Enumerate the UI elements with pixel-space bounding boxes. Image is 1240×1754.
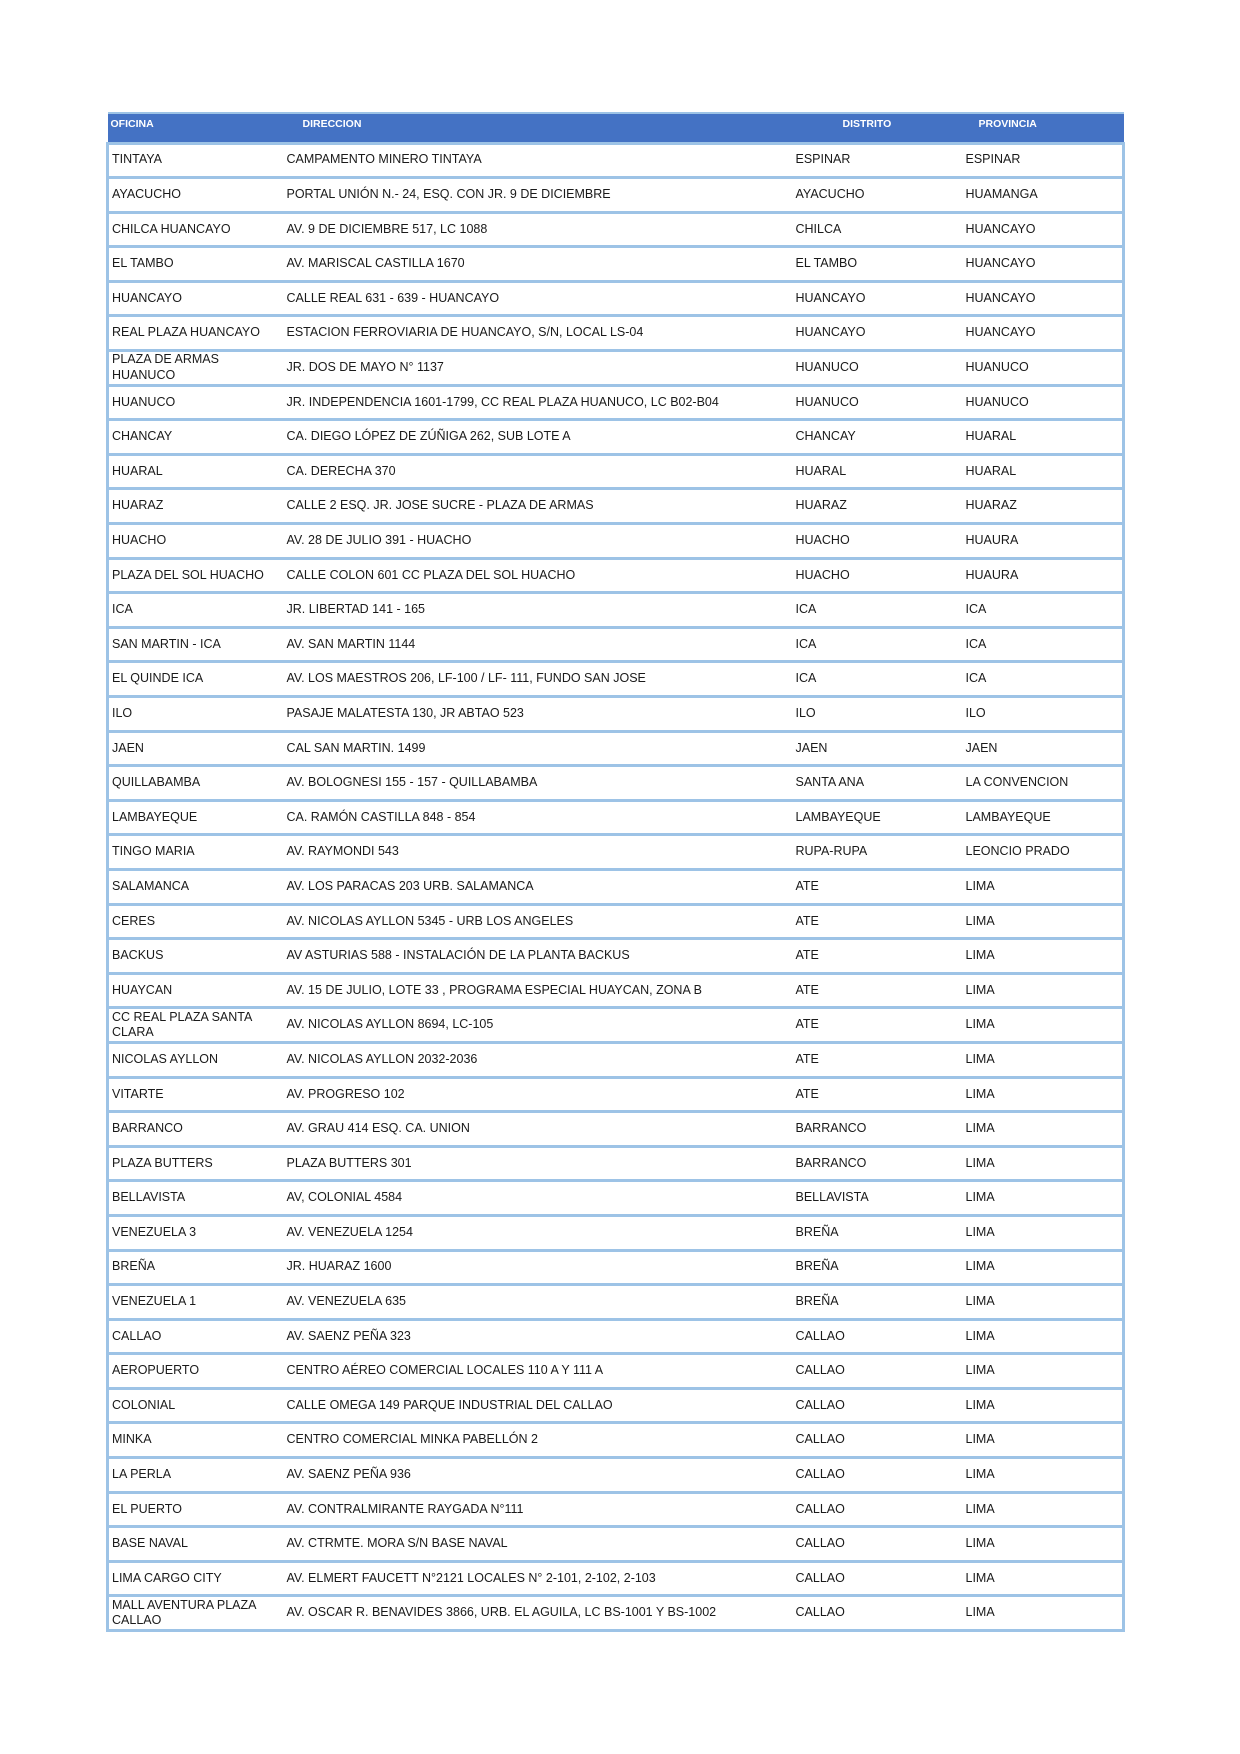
table-row (108, 1215, 1124, 1250)
cell-provincia: HUARAL (963, 454, 1124, 489)
cell-provincia: HUARAL (963, 420, 1124, 455)
cell-direccion: AV. MARISCAL CASTILLA 1670 (284, 247, 793, 282)
cell-oficina: BASE NAVAL (108, 1527, 284, 1562)
cell-direccion: JR. DOS DE MAYO N° 1137 (284, 351, 793, 386)
cell-direccion: AV. GRAU 414 ESQ. CA. UNION (284, 1112, 793, 1147)
table-row (108, 178, 1124, 213)
table-row (108, 1250, 1124, 1285)
cell-oficina: HUANCAYO (108, 281, 284, 316)
cell-oficina: BELLAVISTA (108, 1181, 284, 1216)
cell-direccion: AV. ELMERT FAUCETT N°2121 LOCALES N° 2-101, 2-102, 2-103 (284, 1561, 793, 1596)
cell-provincia: LIMA (963, 1285, 1124, 1320)
cell-provincia: HUAURA (963, 524, 1124, 559)
cell-distrito: BELLAVISTA (793, 1181, 963, 1216)
cell-oficina: AEROPUERTO (108, 1354, 284, 1389)
cell-provincia: LIMA (963, 1527, 1124, 1562)
cell-provincia: HUANUCO (963, 351, 1124, 386)
cell-oficina: CHANCAY (108, 420, 284, 455)
cell-distrito: HUANUCO (793, 385, 963, 420)
cell-provincia: HUANUCO (963, 385, 1124, 420)
table-row (108, 1008, 1124, 1043)
table-row (108, 281, 1124, 316)
cell-distrito: CALLAO (793, 1561, 963, 1596)
table-row (108, 627, 1124, 662)
cell-direccion: CENTRO AÉREO COMERCIAL LOCALES 110 A Y 111 A (284, 1354, 793, 1389)
cell-distrito: CALLAO (793, 1596, 963, 1631)
cell-distrito: CALLAO (793, 1354, 963, 1389)
cell-oficina: VENEZUELA 1 (108, 1285, 284, 1320)
cell-provincia: ICA (963, 593, 1124, 628)
cell-direccion: AV. RAYMONDI 543 (284, 835, 793, 870)
cell-oficina: SALAMANCA (108, 869, 284, 904)
header-direccion: DIRECCION (284, 113, 793, 143)
cell-provincia: ILO (963, 697, 1124, 732)
cell-provincia: LIMA (963, 1215, 1124, 1250)
cell-distrito: ATE (793, 869, 963, 904)
cell-oficina: LIMA CARGO CITY (108, 1561, 284, 1596)
cell-oficina: CHILCA HUANCAYO (108, 212, 284, 247)
table-row (108, 1561, 1124, 1596)
cell-provincia: LIMA (963, 939, 1124, 974)
cell-oficina: PLAZA BUTTERS (108, 1146, 284, 1181)
cell-direccion: CAL SAN MARTIN. 1499 (284, 731, 793, 766)
table-row (108, 1388, 1124, 1423)
cell-direccion: AV. SAN MARTIN 1144 (284, 627, 793, 662)
header-oficina: OFICINA (108, 113, 284, 143)
table-row (108, 973, 1124, 1008)
table-row (108, 1527, 1124, 1562)
cell-distrito: ICA (793, 627, 963, 662)
cell-distrito: HUANCAYO (793, 281, 963, 316)
cell-distrito: RUPA-RUPA (793, 835, 963, 870)
table-row (108, 1042, 1124, 1077)
table-row (108, 316, 1124, 351)
cell-provincia: HUANCAYO (963, 316, 1124, 351)
cell-direccion: CALLE 2 ESQ. JR. JOSE SUCRE - PLAZA DE ARMAS (284, 489, 793, 524)
cell-provincia: LIMA (963, 1077, 1124, 1112)
cell-direccion: CALLE COLON 601 CC PLAZA DEL SOL HUACHO (284, 558, 793, 593)
cell-provincia: LEONCIO PRADO (963, 835, 1124, 870)
cell-distrito: HUACHO (793, 558, 963, 593)
cell-distrito: BREÑA (793, 1215, 963, 1250)
table-row (108, 247, 1124, 282)
office-directory-sheet (106, 112, 1122, 1632)
cell-provincia: LIMA (963, 1319, 1124, 1354)
cell-oficina: AYACUCHO (108, 178, 284, 213)
cell-direccion: AV. 15 DE JULIO, LOTE 33 , PROGRAMA ESPECIAL HUAYCAN, ZONA B (284, 973, 793, 1008)
cell-oficina: PLAZA DEL SOL HUACHO (108, 558, 284, 593)
cell-oficina: LA PERLA (108, 1458, 284, 1493)
cell-direccion: AV. LOS MAESTROS 206, LF-100 / LF- 111, FUNDO SAN JOSE (284, 662, 793, 697)
cell-direccion: PASAJE MALATESTA 130, JR ABTAO 523 (284, 697, 793, 732)
cell-oficina: VITARTE (108, 1077, 284, 1112)
cell-provincia: LA CONVENCION (963, 766, 1124, 801)
table-row (108, 454, 1124, 489)
cell-distrito: ATE (793, 1008, 963, 1043)
cell-oficina: HUACHO (108, 524, 284, 559)
cell-direccion: JR. HUARAZ 1600 (284, 1250, 793, 1285)
cell-oficina: MINKA (108, 1423, 284, 1458)
cell-distrito: CHILCA (793, 212, 963, 247)
cell-provincia: LAMBAYEQUE (963, 800, 1124, 835)
cell-provincia: HUANCAYO (963, 212, 1124, 247)
cell-direccion: AV. SAENZ PEÑA 936 (284, 1458, 793, 1493)
table-row (108, 766, 1124, 801)
cell-provincia: HUAURA (963, 558, 1124, 593)
cell-oficina: MALL AVENTURA PLAZA CALLAO (108, 1596, 284, 1631)
cell-distrito: SANTA ANA (793, 766, 963, 801)
cell-provincia: LIMA (963, 1042, 1124, 1077)
cell-direccion: CAMPAMENTO MINERO TINTAYA (284, 143, 793, 178)
cell-direccion: JR. INDEPENDENCIA 1601-1799, CC REAL PLAZA HUANUCO, LC B02-B04 (284, 385, 793, 420)
cell-distrito: EL TAMBO (793, 247, 963, 282)
cell-oficina: HUARAZ (108, 489, 284, 524)
table-row (108, 420, 1124, 455)
cell-provincia: ICA (963, 627, 1124, 662)
table-row (108, 1181, 1124, 1216)
cell-distrito: CALLAO (793, 1527, 963, 1562)
cell-direccion: AV. VENEZUELA 635 (284, 1285, 793, 1320)
cell-provincia: LIMA (963, 1112, 1124, 1147)
cell-provincia: LIMA (963, 1492, 1124, 1527)
cell-provincia: LIMA (963, 1561, 1124, 1596)
cell-oficina: COLONIAL (108, 1388, 284, 1423)
table-row (108, 1285, 1124, 1320)
cell-distrito: BARRANCO (793, 1146, 963, 1181)
cell-provincia: LIMA (963, 1181, 1124, 1216)
cell-provincia: LIMA (963, 1146, 1124, 1181)
office-table (106, 112, 1125, 1632)
header-provincia: PROVINCIA (963, 113, 1124, 143)
cell-distrito: BREÑA (793, 1285, 963, 1320)
table-row (108, 1077, 1124, 1112)
cell-distrito: CALLAO (793, 1388, 963, 1423)
cell-oficina: HUAYCAN (108, 973, 284, 1008)
cell-distrito: HUARAZ (793, 489, 963, 524)
cell-oficina: CERES (108, 904, 284, 939)
cell-distrito: ATE (793, 1042, 963, 1077)
cell-provincia: LIMA (963, 904, 1124, 939)
cell-distrito: CALLAO (793, 1423, 963, 1458)
cell-provincia: LIMA (963, 1596, 1124, 1631)
cell-provincia: JAEN (963, 731, 1124, 766)
cell-direccion: AV. LOS PARACAS 203 URB. SALAMANCA (284, 869, 793, 904)
cell-direccion: AV, COLONIAL 4584 (284, 1181, 793, 1216)
cell-oficina: VENEZUELA 3 (108, 1215, 284, 1250)
cell-direccion: ESTACION FERROVIARIA DE HUANCAYO, S/N, LOCAL LS-04 (284, 316, 793, 351)
cell-oficina: BARRANCO (108, 1112, 284, 1147)
table-row (108, 1596, 1124, 1631)
cell-provincia: LIMA (963, 973, 1124, 1008)
table-row (108, 800, 1124, 835)
table-row (108, 662, 1124, 697)
cell-provincia: LIMA (963, 1250, 1124, 1285)
cell-direccion: CA. DERECHA 370 (284, 454, 793, 489)
cell-oficina: EL TAMBO (108, 247, 284, 282)
cell-provincia: HUANCAYO (963, 281, 1124, 316)
table-row (108, 385, 1124, 420)
cell-direccion: AV. VENEZUELA 1254 (284, 1215, 793, 1250)
table-row (108, 697, 1124, 732)
cell-provincia: LIMA (963, 1008, 1124, 1043)
table-row (108, 524, 1124, 559)
cell-oficina: CC REAL PLAZA SANTA CLARA (108, 1008, 284, 1043)
cell-direccion: CA. DIEGO LÓPEZ DE ZÚÑIGA 262, SUB LOTE A (284, 420, 793, 455)
cell-oficina: ILO (108, 697, 284, 732)
cell-distrito: CHANCAY (793, 420, 963, 455)
cell-distrito: CALLAO (793, 1492, 963, 1527)
cell-direccion: AV ASTURIAS 588 - INSTALACIÓN DE LA PLANTA BACKUS (284, 939, 793, 974)
cell-direccion: AV. PROGRESO 102 (284, 1077, 793, 1112)
cell-direccion: AV. NICOLAS AYLLON 5345 - URB LOS ANGELES (284, 904, 793, 939)
cell-direccion: CALLE REAL 631 - 639 - HUANCAYO (284, 281, 793, 316)
cell-oficina: NICOLAS AYLLON (108, 1042, 284, 1077)
cell-distrito: ESPINAR (793, 143, 963, 178)
cell-oficina: CALLAO (108, 1319, 284, 1354)
cell-distrito: ICA (793, 662, 963, 697)
cell-distrito: HUACHO (793, 524, 963, 559)
cell-oficina: LAMBAYEQUE (108, 800, 284, 835)
cell-distrito: HUANCAYO (793, 316, 963, 351)
cell-direccion: PLAZA BUTTERS 301 (284, 1146, 793, 1181)
cell-distrito: CALLAO (793, 1458, 963, 1493)
cell-provincia: HUARAZ (963, 489, 1124, 524)
cell-oficina: JAEN (108, 731, 284, 766)
cell-oficina: PLAZA DE ARMAS HUANUCO (108, 351, 284, 386)
cell-oficina: EL PUERTO (108, 1492, 284, 1527)
cell-distrito: CALLAO (793, 1319, 963, 1354)
cell-distrito: ATE (793, 973, 963, 1008)
cell-distrito: ICA (793, 593, 963, 628)
cell-oficina: BACKUS (108, 939, 284, 974)
cell-direccion: AV. CONTRALMIRANTE RAYGADA N°111 (284, 1492, 793, 1527)
cell-direccion: AV. 28 DE JULIO 391 - HUACHO (284, 524, 793, 559)
cell-oficina: SAN MARTIN - ICA (108, 627, 284, 662)
table-row (108, 143, 1124, 178)
cell-oficina: REAL PLAZA HUANCAYO (108, 316, 284, 351)
cell-direccion: JR. LIBERTAD 141 - 165 (284, 593, 793, 628)
table-body (108, 143, 1124, 1631)
table-row (108, 904, 1124, 939)
cell-direccion: AV. BOLOGNESI 155 - 157 - QUILLABAMBA (284, 766, 793, 801)
cell-direccion: AV. OSCAR R. BENAVIDES 3866, URB. EL AGUILA, LC BS-1001 Y BS-1002 (284, 1596, 793, 1631)
cell-oficina: BREÑA (108, 1250, 284, 1285)
cell-distrito: BARRANCO (793, 1112, 963, 1147)
cell-direccion: AV. 9 DE DICIEMBRE 517, LC 1088 (284, 212, 793, 247)
cell-oficina: TINGO MARIA (108, 835, 284, 870)
cell-provincia: HUANCAYO (963, 247, 1124, 282)
cell-direccion: CA. RAMÓN CASTILLA 848 - 854 (284, 800, 793, 835)
cell-provincia: LIMA (963, 1354, 1124, 1389)
table-row (108, 1423, 1124, 1458)
cell-direccion: AV. NICOLAS AYLLON 8694, LC-105 (284, 1008, 793, 1043)
cell-direccion: CALLE OMEGA 149 PARQUE INDUSTRIAL DEL CALLAO (284, 1388, 793, 1423)
cell-distrito: LAMBAYEQUE (793, 800, 963, 835)
table-row (108, 1458, 1124, 1493)
cell-provincia: LIMA (963, 869, 1124, 904)
cell-distrito: JAEN (793, 731, 963, 766)
cell-direccion: AV. CTRMTE. MORA S/N BASE NAVAL (284, 1527, 793, 1562)
cell-distrito: ATE (793, 939, 963, 974)
table-row (108, 1492, 1124, 1527)
table-row (108, 1354, 1124, 1389)
cell-oficina: HUANUCO (108, 385, 284, 420)
cell-oficina: ICA (108, 593, 284, 628)
table-row (108, 1146, 1124, 1181)
cell-distrito: ATE (793, 1077, 963, 1112)
cell-direccion: PORTAL UNIÓN N.- 24, ESQ. CON JR. 9 DE DICIEMBRE (284, 178, 793, 213)
table-row (108, 593, 1124, 628)
cell-distrito: HUARAL (793, 454, 963, 489)
table-row (108, 1319, 1124, 1354)
table-row (108, 731, 1124, 766)
cell-provincia: LIMA (963, 1423, 1124, 1458)
cell-oficina: HUARAL (108, 454, 284, 489)
table-row (108, 939, 1124, 974)
table-header-row (108, 113, 1124, 143)
cell-direccion: CENTRO COMERCIAL MINKA PABELLÓN 2 (284, 1423, 793, 1458)
cell-provincia: ESPINAR (963, 143, 1124, 178)
table-row (108, 558, 1124, 593)
table-row (108, 835, 1124, 870)
cell-provincia: LIMA (963, 1458, 1124, 1493)
cell-oficina: TINTAYA (108, 143, 284, 178)
cell-provincia: ICA (963, 662, 1124, 697)
cell-distrito: BREÑA (793, 1250, 963, 1285)
table-row (108, 869, 1124, 904)
cell-distrito: HUANUCO (793, 351, 963, 386)
cell-distrito: AYACUCHO (793, 178, 963, 213)
cell-oficina: QUILLABAMBA (108, 766, 284, 801)
cell-distrito: ILO (793, 697, 963, 732)
cell-direccion: AV. NICOLAS AYLLON 2032-2036 (284, 1042, 793, 1077)
header-distrito: DISTRITO (793, 113, 963, 143)
cell-provincia: LIMA (963, 1388, 1124, 1423)
table-row (108, 1112, 1124, 1147)
table-row (108, 489, 1124, 524)
table-row (108, 212, 1124, 247)
cell-distrito: ATE (793, 904, 963, 939)
table-row (108, 351, 1124, 386)
cell-direccion: AV. SAENZ PEÑA 323 (284, 1319, 793, 1354)
cell-oficina: EL QUINDE ICA (108, 662, 284, 697)
cell-provincia: HUAMANGA (963, 178, 1124, 213)
